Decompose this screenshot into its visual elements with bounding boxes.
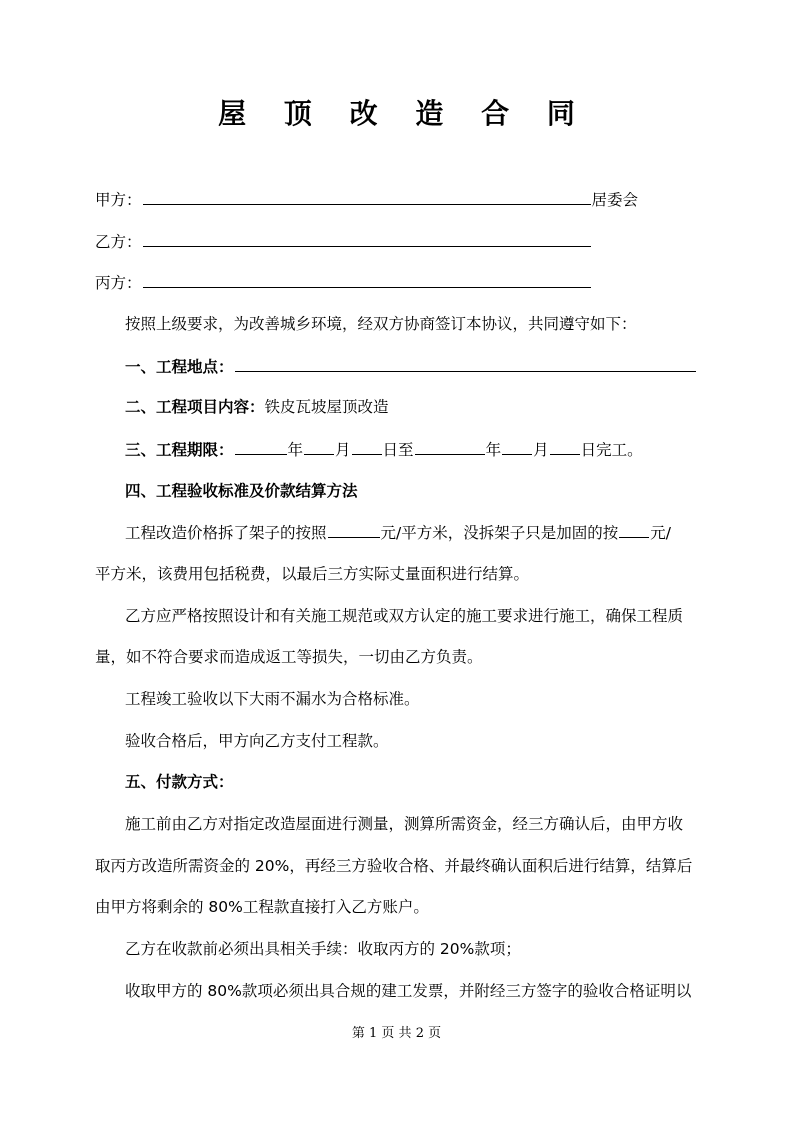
party-a-suffix: 居委会	[591, 191, 639, 209]
section-5-paragraph-2: 乙方在收款前必须出具相关手续：收取丙方的 20%款项；	[125, 940, 521, 958]
section-5-paragraph-1-line-1: 施工前由乙方对指定改造屋面进行测量，测算所需资金，经三方确认后，由甲方收	[125, 815, 684, 833]
start-year-blank	[235, 438, 287, 455]
section-1-heading: 一、工程地点：	[125, 358, 234, 376]
party-b-line	[95, 230, 592, 253]
party-c-blank	[143, 271, 591, 288]
end-day-blank	[550, 438, 580, 455]
price-reinforce-blank	[619, 521, 649, 538]
party-b-blank	[143, 230, 591, 247]
start-month-blank	[304, 438, 334, 455]
price-text-b: 元/平方米，没拆架子只是加固的按	[380, 524, 619, 542]
end-year-blank	[415, 438, 485, 455]
section-4-paragraph-4: 验收合格后，甲方向乙方支付工程款。	[125, 732, 389, 750]
price-dismantle-blank	[328, 521, 380, 538]
price-text-c: 元/	[650, 524, 671, 542]
section-4-heading: 四、工程验收标准及价款结算方法	[125, 482, 358, 500]
price-text-a: 工程改造价格拆了架子的按照	[125, 524, 327, 542]
day-to-label: 日至	[382, 441, 414, 459]
party-c-line	[95, 271, 592, 294]
section-4-paragraph-2-line-2: 量，如不符合要求而造成返工等损失，一切由乙方负责。	[95, 648, 483, 666]
year-label-2: 年	[485, 441, 502, 459]
party-a-blank	[143, 188, 591, 205]
section-3-heading: 三、工程期限：	[125, 441, 234, 459]
section-2-line	[125, 396, 389, 418]
party-b-label: 乙方：	[95, 233, 142, 251]
party-a-line	[95, 188, 638, 211]
document-title: 屋 顶 改 造 合 同	[218, 97, 589, 130]
page-number-footer: 第 1 页 共 2 页	[351, 1026, 442, 1041]
party-c-label: 丙方：	[95, 274, 142, 292]
section-5-paragraph-1-line-2: 取丙方改造所需资金的 20%，再经三方验收合格、并最终确认面积后进行结算，结算后	[95, 857, 693, 875]
day-end-label: 日完工。	[580, 441, 643, 459]
party-a-label: 甲方：	[95, 191, 142, 209]
month-label-2: 月	[533, 441, 549, 459]
section-4-paragraph-3: 工程竣工验收以下大雨不漏水为合格标准。	[125, 690, 420, 708]
location-blank	[235, 355, 696, 372]
section-5-heading: 五、付款方式：	[125, 773, 234, 791]
end-month-blank	[502, 438, 532, 455]
section-1-line	[125, 355, 697, 378]
section-2-heading: 二、工程项目内容：	[125, 398, 265, 416]
intro-paragraph: 按照上级要求，为改善城乡环境，经双方协商签订本协议，共同遵守如下：	[125, 315, 637, 333]
start-day-blank	[352, 438, 382, 455]
section-5-paragraph-3-line-1: 收取甲方的 80%款项必须出具合规的建工发票，并附经三方签字的验收合格证明以	[125, 982, 692, 1000]
section-3-line	[125, 438, 643, 461]
year-label-1: 年	[287, 441, 304, 459]
month-label-1: 月	[335, 441, 351, 459]
section-2-content: 铁皮瓦坡屋顶改造	[264, 398, 389, 416]
section-4-paragraph-1-line-2: 平方米，该费用包括税费，以最后三方实际丈量面积进行结算。	[95, 565, 530, 583]
section-4-paragraph-1-line-1	[125, 521, 671, 544]
section-4-paragraph-2-line-1: 乙方应严格按照设计和有关施工规范或双方认定的施工要求进行施工，确保工程质	[125, 607, 684, 625]
section-5-paragraph-1-line-3: 由甲方将剩余的 80%工程款直接打入乙方账户。	[95, 898, 429, 916]
